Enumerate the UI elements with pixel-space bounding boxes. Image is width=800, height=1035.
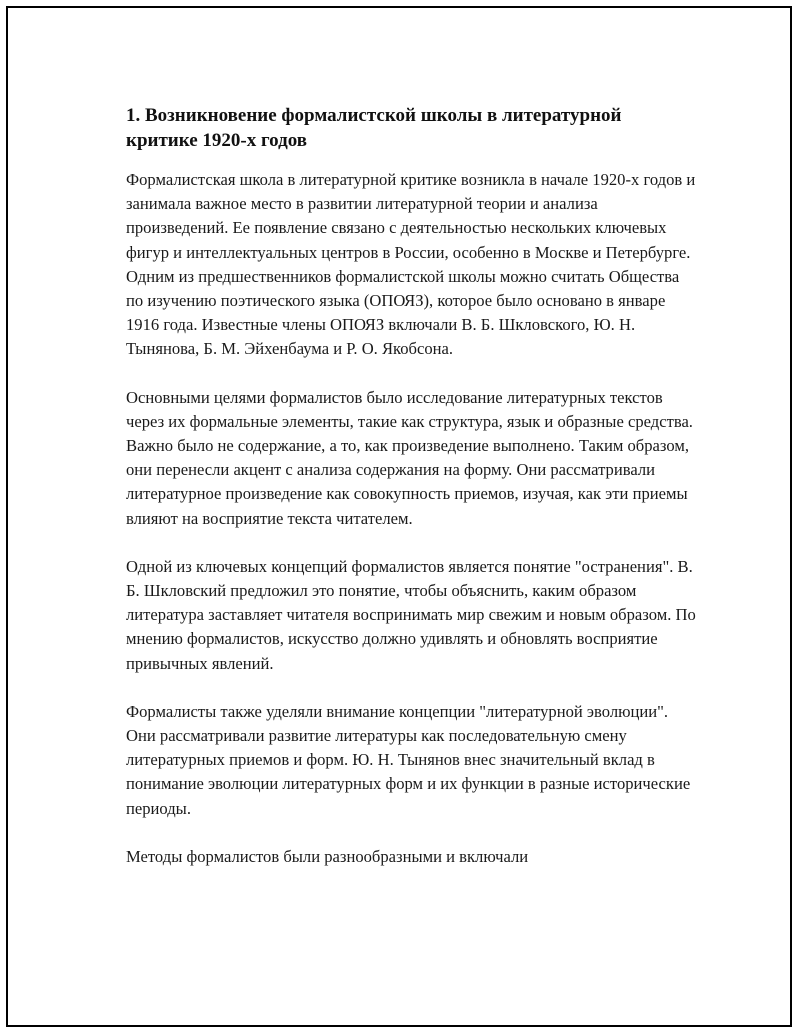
paragraph-ostranenie: Одной из ключевых концепций формалистов является понятие "остранения". В. Б. Шкловский предложил это понятие, чтобы объяснить, каким образом литература заставляет читателя воспринимать мир свежим и новым образом. По мнению формалистов, искусство должно удивлять и обновлять восприятие привычных явлений. bbox=[126, 556, 696, 673]
page-frame bbox=[6, 6, 792, 1027]
paragraph-goals: Основными целями формалистов было исследование литературных текстов через их формальные элементы, такие как структура, язык и образные средства. Важно было не содержание, а то, как произведение выполнено. Таким образом, они перенесли акцент с анализа содержания на форму. Они рассматривали литературное произведение как совокупность приемов, изучая, как эти приемы влияют на восприятие текста читателем. bbox=[126, 387, 693, 528]
paragraph-evolution: Формалисты также уделяли внимание концепции "литературной эволюции". Они рассматривали развитие литературы как последовательную смену литературных приемов и форм. Ю. Н. Тынянов внес значительный вклад в понимание эволюции литературных форм и их функции в разные исторические периоды. bbox=[126, 701, 691, 818]
paragraph-methods: Методы формалистов были разнообразными и включали bbox=[126, 846, 529, 866]
section-heading: 1. Возникновение формалистской школы в литературной критике 1920-х годов bbox=[126, 105, 622, 151]
paragraph-origins: Формалистская школа в литературной критике возникла в начале 1920-х годов и занимала важное место в развитии литературной теории и анализа произведений. Ее появление связано с деятельностью нескольких ключевых фигур и интеллектуальных центров в России, особенно в Москве и Петербурге. Одним из предшественников формалистской школы можно считать Общества по изучению поэтического языка (ОПОЯЗ), которое было основано в январе 1916 года. Известные члены ОПОЯЗ включали В. Б. Шкловского, Ю. Н. Тынянова, Б. М. Эйхенбаума и Р. О. Якобсона. bbox=[126, 170, 696, 359]
document-body bbox=[126, 103, 696, 893]
